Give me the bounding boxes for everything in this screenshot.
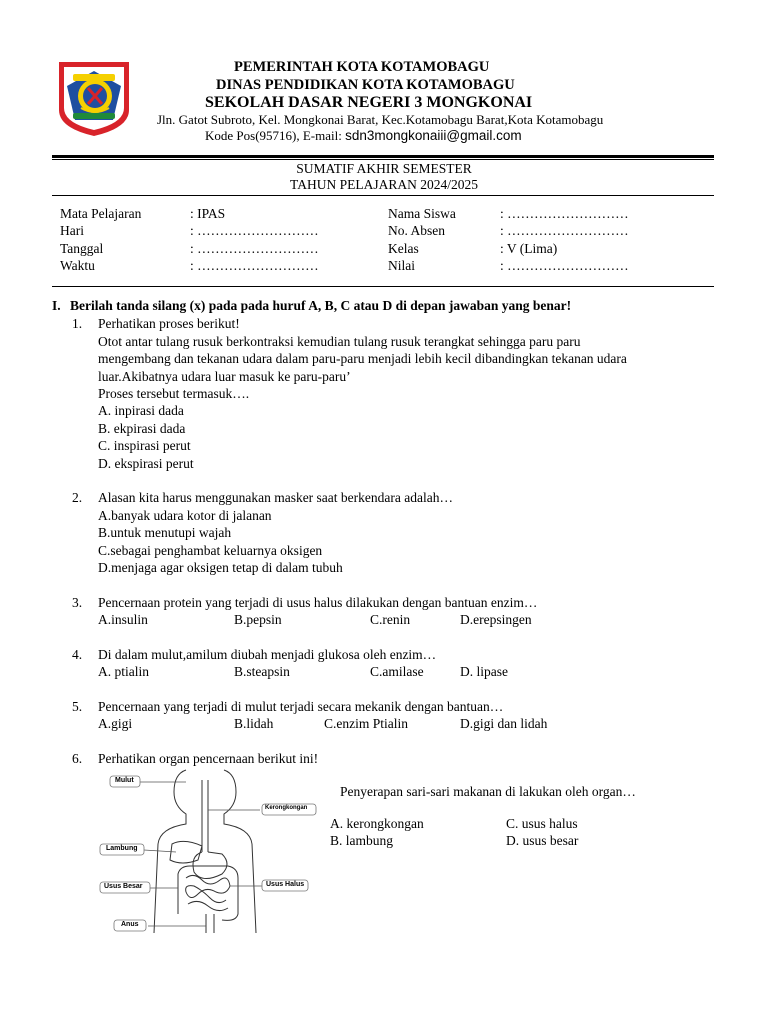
answer-option: C.sebagai penghambat keluarnya oksigen: [98, 543, 323, 558]
question-text: Perhatikan organ pencernaan berikut ini!: [98, 751, 319, 766]
header-government: PEMERINTAH KOTA KOTAMOBAGU: [234, 59, 490, 75]
digestive-system-diagram: [98, 768, 318, 933]
question-number: 1.: [72, 316, 83, 331]
answer-option: D. usus besar: [506, 833, 579, 848]
question-number: 5.: [72, 699, 83, 714]
question-text: Proses tersebut termasuk….: [98, 386, 250, 401]
answer-option: A.banyak udara kotor di jalanan: [98, 508, 272, 523]
question-number: 6.: [72, 751, 83, 766]
question-text: Perhatikan proses berikut!: [98, 316, 240, 331]
info-value: : IPAS: [190, 206, 226, 221]
info-value: : ………………………: [500, 206, 629, 221]
label-anus: Anus: [121, 921, 139, 928]
answer-option: C. usus halus: [506, 816, 578, 831]
label-kerongkongan: Kerongkongan: [265, 805, 308, 811]
info-label: Nilai: [388, 258, 415, 273]
answer-option: A. inpirasi dada: [98, 403, 184, 418]
question-text: Penyerapan sari-sari makanan di lakukan oleh organ…: [340, 784, 636, 799]
question-number: 3.: [72, 595, 83, 610]
info-label: Mata Pelajaran: [60, 206, 142, 221]
question-text: Di dalam mulut,amilum diubah menjadi glukosa oleh enzim…: [98, 647, 437, 662]
section-instruction: Berilah tanda silang (x) pada pada huruf A, B, C atau D di depan jawaban yang benar!: [70, 298, 572, 313]
question-text: luar.Akibatnya udara luar masuk ke paru-paru’: [98, 369, 351, 384]
header-department: DINAS PENDIDIKAN KOTA KOTAMOBAGU: [216, 77, 515, 93]
info-value: : V (Lima): [500, 241, 558, 256]
answer-option: C.enzim Ptialin: [324, 716, 408, 731]
question-text: Otot antar tulang rusuk berkontraksi kemudian tulang rusuk terangkat sehingga paru paru: [98, 334, 581, 349]
header-rule-thin: [52, 159, 714, 160]
section-number: I.: [52, 298, 61, 313]
label-usus-besar: Usus Besar: [104, 883, 143, 890]
info-label: Tanggal: [60, 241, 104, 256]
question-number: 2.: [72, 490, 83, 505]
info-label: No. Absen: [388, 223, 445, 238]
answer-option: B. lambung: [330, 833, 393, 848]
answer-option: D. ekspirasi perut: [98, 456, 194, 471]
answer-option: A.insulin: [98, 612, 148, 627]
answer-option: A. ptialin: [98, 664, 149, 679]
email-address: sdn3mongkonaiii@gmail.com: [345, 128, 522, 143]
answer-option: B.steapsin: [234, 664, 290, 679]
header-rule-thick: [52, 155, 714, 158]
answer-option: D. lipase: [460, 664, 508, 679]
answer-option: B. ekpirasi dada: [98, 421, 186, 436]
info-value: : ………………………: [190, 241, 319, 256]
header-school-name: SEKOLAH DASAR NEGERI 3 MONGKONAI: [205, 94, 533, 111]
postal-code: Kode Pos(95716), E-mail:: [205, 128, 342, 143]
answer-option: C.renin: [370, 612, 411, 627]
label-lambung: Lambung: [106, 845, 138, 852]
answer-option: D.gigi dan lidah: [460, 716, 548, 731]
info-label: Kelas: [388, 241, 419, 256]
exam-title: SUMATIF AKHIR SEMESTER: [296, 161, 472, 176]
question-number: 4.: [72, 647, 83, 662]
question-text: Pencernaan yang terjadi di mulut terjadi secara mekanik dengan bantuan…: [98, 699, 504, 714]
question-text: Alasan kita harus menggunakan masker saat berkendara adalah…: [98, 490, 453, 505]
answer-option: A.gigi: [98, 716, 133, 731]
answer-option: C. inspirasi perut: [98, 438, 191, 453]
label-usus-halus: Usus Halus: [266, 881, 305, 888]
answer-option: B.pepsin: [234, 612, 282, 627]
info-value: : ………………………: [190, 258, 319, 273]
question-text: mengembang dan tekanan udara dalam paru-paru menjadi lebih kecil dibandingkan tekanan udara: [98, 351, 627, 366]
info-rule: [52, 286, 714, 287]
question-text: Pencernaan protein yang terjadi di usus halus dilakukan dengan bantuan enzim…: [98, 595, 538, 610]
header-address: Jln. Gatot Subroto, Kel. Mongkonai Barat, Kec.Kotamobagu Barat,Kota Kotamobagu: [157, 112, 604, 127]
info-value: : ………………………: [190, 223, 319, 238]
info-value: : ………………………: [500, 223, 629, 238]
answer-option: A. kerongkongan: [330, 816, 424, 831]
title-rule: [52, 195, 714, 196]
label-mulut: Mulut: [115, 777, 134, 784]
info-label: Nama Siswa: [388, 206, 456, 221]
answer-option: D.erepsingen: [460, 612, 532, 627]
info-value: : ………………………: [500, 258, 629, 273]
info-label: Waktu: [60, 258, 95, 273]
answer-option: D.menjaga agar oksigen tetap di dalam tubuh: [98, 560, 343, 575]
info-label: Hari: [60, 223, 84, 238]
answer-option: C.amilase: [370, 664, 424, 679]
answer-option: B.lidah: [234, 716, 274, 731]
header-postal: [205, 128, 522, 144]
answer-option: B.untuk menutupi wajah: [98, 525, 232, 540]
school-logo: [55, 58, 133, 138]
academic-year: TAHUN PELAJARAN 2024/2025: [290, 177, 478, 192]
